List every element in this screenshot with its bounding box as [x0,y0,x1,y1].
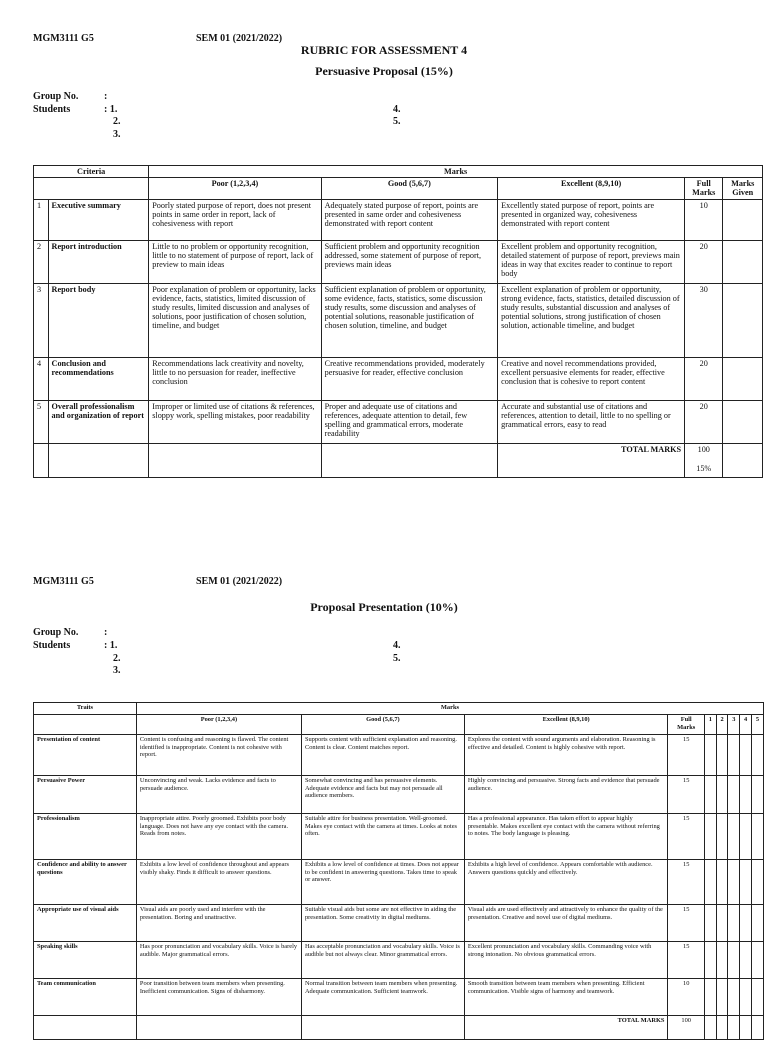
excellent-header-2: Excellent (8,9,10) [464,715,668,735]
score-cell[interactable] [740,1016,752,1040]
table-row [34,979,764,1016]
total-percentage: 15% [696,463,712,473]
poor-cell: Little to no problem or opportunity recognition, little to no statement of purpose of report, lack of preview to main ideas [149,240,321,283]
excellent-cell: Excellent pronunciation and vocabulary skills. Commanding voice with strong intonation. No obvious grammatical errors. [464,942,668,979]
table-row [34,240,763,283]
score-cell[interactable] [728,979,740,1016]
student-3: 3. [113,129,121,140]
excellent-cell: Has a professional appearance. Has taken effort to appear highly presentable. Makes excellent eye contact with the camera without referring to notes. The body language is pleasing. [464,814,668,860]
total-given-cell[interactable] [723,443,763,477]
score-cell[interactable] [740,979,752,1016]
score-cell[interactable] [752,979,764,1016]
total-marks-label: TOTAL MARKS [498,443,685,477]
empty-cell [48,443,149,477]
page-subtitle-2: Proposal Presentation (10%) [310,600,458,614]
poor-cell: Poorly stated purpose of report, does not present points in same order in report, lack of cohesiveness with report [149,199,321,240]
student-2-b: 2. [113,653,121,664]
score-cell[interactable] [752,942,764,979]
score-cell[interactable] [728,776,740,814]
full-marks-cell: 15 [668,735,704,776]
score-cell[interactable] [716,814,728,860]
good-header: Good (5,6,7) [321,178,498,199]
full-marks-cell: 15 [668,814,704,860]
score-cell[interactable] [752,776,764,814]
group-colon: : [104,91,108,102]
student-5-b: 5. [393,653,401,664]
table-row [34,814,764,860]
score-cell[interactable] [704,905,716,942]
poor-cell: Poor transition between team members when presenting. Inefficient communication. Signs of disharmony. [136,979,301,1016]
excellent-cell: Excellently stated purpose of report, points are presented in organized way, cohesiveness demonstrated with report content [498,199,685,240]
traits-header: Traits [34,703,137,715]
page-subtitle: Persuasive Proposal (15%) [315,64,453,78]
score-cell[interactable] [716,942,728,979]
criteria-cell: Executive summary [48,199,149,240]
excellent-cell: Accurate and substantial use of citations and references, attention to detail, little to no spelling or grammatical errors, easy to read [498,400,685,443]
score-cell[interactable] [752,1016,764,1040]
empty-cell [34,715,137,735]
score-cell[interactable] [752,860,764,905]
score-cell[interactable] [704,979,716,1016]
total-marks-label-2: TOTAL MARKS [464,1016,668,1040]
score-cell[interactable] [728,860,740,905]
trait-cell: Speaking skills [34,942,137,979]
full-marks-cell: 15 [668,905,704,942]
score-cell[interactable] [728,942,740,979]
total-full-cell [685,443,723,477]
semester: SEM 01 (2021/2022) [196,33,283,44]
student-col-1: 1 [704,715,716,735]
score-cell[interactable] [740,735,752,776]
score-cell[interactable] [728,1016,740,1040]
full-marks-cell: 20 [685,240,723,283]
trait-cell: Confidence and ability to answer questions [34,860,137,905]
student-2: 2. [113,116,121,127]
student-3-b: 3. [113,665,121,676]
poor-cell: Has poor pronunciation and vocabulary skills. Voice is barely audible. Major grammatical errors. [136,942,301,979]
page-title: RUBRIC FOR ASSESSMENT 4 [300,43,468,57]
table-row [34,283,763,357]
marks-given-cell[interactable] [723,199,763,240]
good-cell: Sufficient problem and opportunity recognition addressed, some statement of purpose of report, previews main ideas [321,240,498,283]
score-cell[interactable] [704,860,716,905]
criteria-header: Criteria [34,166,149,178]
full-marks-cell: 15 [668,860,704,905]
empty-cell [321,443,498,477]
table-row [34,199,763,240]
group-label: Group No. [33,91,79,102]
score-cell[interactable] [716,776,728,814]
score-cell[interactable] [704,735,716,776]
excellent-cell: Excellent explanation of problem or opportunity, strong evidence, facts, statistics, detailed discussion of study results, substantial discussion and analyses of potential solutions, strong justification of chosen solution, actionable timeline, and budget [498,283,685,357]
row-number: 3 [34,283,49,357]
student-col-3: 3 [728,715,740,735]
empty-cell [34,443,49,477]
row-number: 1 [34,199,49,240]
score-cell[interactable] [704,814,716,860]
score-cell[interactable] [728,905,740,942]
score-cell[interactable] [716,905,728,942]
good-cell: Suitable visual aids but some are not effective in aiding the presentation. Some creativity in digital mediums. [301,905,464,942]
full-marks-cell: 20 [685,357,723,400]
full-marks-cell: 10 [685,199,723,240]
trait-cell: Professionalism [34,814,137,860]
full-marks-cell: 10 [668,979,704,1016]
score-cell[interactable] [740,942,752,979]
marks-given-header: Marks Given [723,178,763,199]
empty-cell [149,443,321,477]
marks-given-cell[interactable] [723,240,763,283]
student-4: 4. [393,104,401,115]
poor-cell: Unconvincing and weak. Lacks evidence and facts to persuade audience. [136,776,301,814]
student-4-b: 4. [393,640,401,651]
trait-cell: Appropriate use of visual aids [34,905,137,942]
good-cell: Sufficient explanation of problem or opportunity, some evidence, facts, statistics, some discussion study results, some discussion and analyses of potential solutions, reasonable justification of chosen solution, timeline, and budget [321,283,498,357]
marks-given-cell[interactable] [723,283,763,357]
good-cell: Suitable attire for business presentation. Well-groomed. Makes eye contact with the camera at times. Looks at notes often. [301,814,464,860]
excellent-header: Excellent (8,9,10) [498,178,685,199]
full-marks-cell: 30 [685,283,723,357]
good-cell: Adequately stated purpose of report, points are presented in same order and cohesiveness demonstrated with report content [321,199,498,240]
marks-header-2: Marks [136,703,763,715]
total-row-2 [34,1016,764,1040]
student-col-2: 2 [716,715,728,735]
full-marks-cell: 15 [668,942,704,979]
excellent-cell: Excellent problem and opportunity recognition, detailed statement of purpose of report, previews main ideas in way that excites reader to continue to report body [498,240,685,283]
assessment-rubric-table [33,165,763,478]
row-number: 4 [34,357,49,400]
poor-cell: Visual aids are poorly used and interfere with the presentation. Boring and unattractive. [136,905,301,942]
excellent-cell: Explores the content with sound arguments and elaboration. Reasoning is effective and detailed. Content is highly cohesive with report. [464,735,668,776]
marks-header: Marks [149,166,763,178]
presentation-rubric-table [33,702,764,1040]
poor-cell: Poor explanation of problem or opportunity, lacks evidence, facts, statistics, limited discussion of study results, limited discussion and analyses of solutions, poor justification of chosen solution, timeline, and budget [149,283,321,357]
group-colon-2: : [104,627,108,638]
marks-given-cell[interactable] [723,400,763,443]
score-cell[interactable] [716,1016,728,1040]
total-full-marks: 100 [697,444,710,454]
criteria-cell: Report body [48,283,149,357]
marks-given-cell[interactable] [723,357,763,400]
empty-cell [301,1016,464,1040]
student-col-4: 4 [740,715,752,735]
students-label-2: Students [33,640,71,651]
score-cell[interactable] [704,776,716,814]
poor-cell: Improper or limited use of citations & references, sloppy work, spelling mistakes, poor readability [149,400,321,443]
total-full-marks-2: 100 [668,1016,704,1040]
table-row [34,776,764,814]
score-cell[interactable] [740,905,752,942]
trait-cell: Persuasive Power [34,776,137,814]
good-cell: Has acceptable pronunciation and vocabulary skills. Voice is audible but not always clear. Minor grammatical errors. [301,942,464,979]
score-cell[interactable] [740,814,752,860]
student-5: 5. [393,116,401,127]
good-cell: Exhibits a low level of confidence at times. Does not appear to be confident in answering questions. Takes time to speak or answer. [301,860,464,905]
criteria-cell: Report introduction [48,240,149,283]
total-row [34,443,763,477]
table-row [34,905,764,942]
score-cell[interactable] [716,735,728,776]
full-marks-cell: 15 [668,776,704,814]
trait-cell: Team communication [34,979,137,1016]
score-cell[interactable] [716,979,728,1016]
group-label-2: Group No. [33,627,79,638]
row-number: 2 [34,240,49,283]
table-row [34,942,764,979]
row-number: 5 [34,400,49,443]
poor-cell: Content is confusing and reasoning is flawed. The content identified is inappropriate. Content is not cohesive with report. [136,735,301,776]
excellent-cell: Smooth transition between team members when presenting. Efficient communication. Visible signs of harmony and teamwork. [464,979,668,1016]
table-row [34,860,764,905]
excellent-cell: Visual aids are used effectively and attractively to enhance the quality of the presentation. Creative and novel use of digital mediums. [464,905,668,942]
score-cell[interactable] [716,860,728,905]
score-cell[interactable] [728,735,740,776]
good-cell: Creative recommendations provided, moderately persuasive for reader, effective conclusion [321,357,498,400]
good-header-2: Good (5,6,7) [301,715,464,735]
score-cell[interactable] [740,776,752,814]
poor-header-2: Poor (1,2,3,4) [136,715,301,735]
empty-cell [34,1016,137,1040]
full-marks-header: Full Marks [685,178,723,199]
poor-cell: Inappropriate attire. Poorly groomed. Exhibits poor body language. Does not have any eye contact with the camera. Reads from notes. [136,814,301,860]
score-cell[interactable] [704,942,716,979]
poor-cell: Recommendations lack creativity and novelty, little to no persuasion for reader, ineffective conclusion [149,357,321,400]
poor-header: Poor (1,2,3,4) [149,178,321,199]
table-row [34,735,764,776]
excellent-cell: Highly convincing and persuasive. Strong facts and evidence that persuade audience. [464,776,668,814]
student-1: : 1. [104,104,118,115]
good-cell: Proper and adequate use of citations and references, adequate attention to detail, few spelling and grammatical errors, moderate readability [321,400,498,443]
course-code: MGM3111 G5 [33,33,94,44]
excellent-cell: Creative and novel recommendations provided, excellent persuasive elements for reader, effective conclusion that is cohesive to report content [498,357,685,400]
full-marks-header-2: Full Marks [668,715,704,735]
score-cell[interactable] [728,814,740,860]
criteria-cell: Overall professionalism and organization of report [48,400,149,443]
full-marks-cell: 20 [685,400,723,443]
table-row [34,400,763,443]
score-cell[interactable] [752,735,764,776]
empty-cell [34,178,149,199]
score-cell[interactable] [752,814,764,860]
empty-cell [136,1016,301,1040]
criteria-cell: Conclusion and recommendations [48,357,149,400]
score-cell[interactable] [752,905,764,942]
score-cell[interactable] [740,860,752,905]
students-label: Students [33,104,71,115]
table-row [34,357,763,400]
excellent-cell: Exhibits a high level of confidence. Appears comfortable with audience. Answers questions quickly and effectively. [464,860,668,905]
student-col-5: 5 [752,715,764,735]
trait-cell: Presentation of content [34,735,137,776]
score-cell[interactable] [704,1016,716,1040]
good-cell: Supports content with sufficient explanation and reasoning. Content is clear. Content matches report. [301,735,464,776]
poor-cell: Exhibits a low level of confidence throughout and appears visibly shaky. Finds it difficult to answer questions. [136,860,301,905]
good-cell: Somewhat convincing and has persuasive elements. Adequate evidence and facts but may not persuade all audience members. [301,776,464,814]
course-code-2: MGM3111 G5 [33,576,94,587]
student-1-b: : 1. [104,640,118,651]
semester-2: SEM 01 (2021/2022) [196,576,283,587]
good-cell: Normal transition between team members when presenting. Adequate communication. Sufficient teamwork. [301,979,464,1016]
